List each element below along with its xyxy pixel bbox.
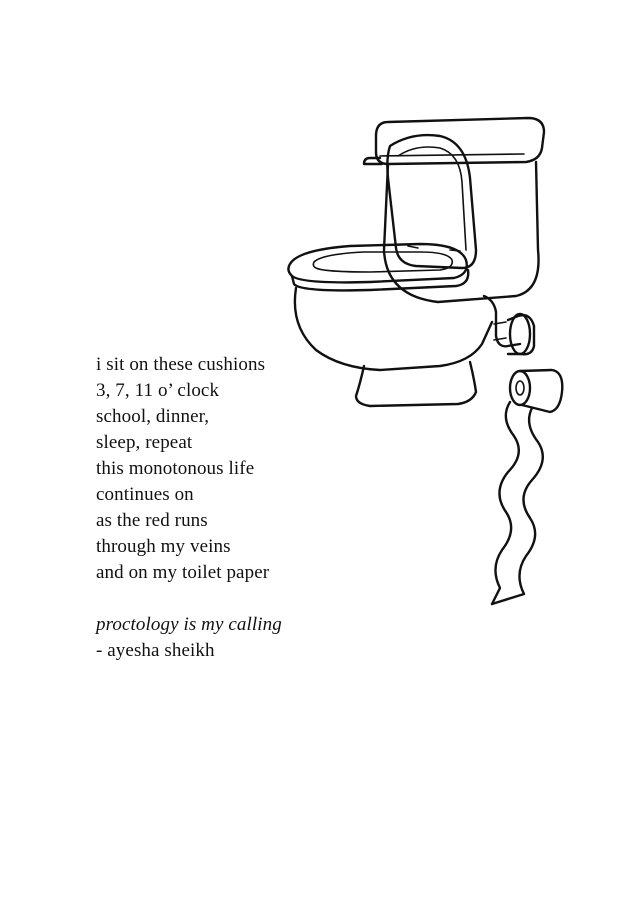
poem-line-5: this monotonous life (96, 458, 255, 479)
poem-line-2: 3, 7, 11 o’ clock (96, 380, 220, 401)
poem-line-1: i sit on these cushions (96, 354, 266, 375)
poem-line-9: and on my toilet paper (96, 562, 270, 583)
poem-line-4: sleep, repeat (96, 432, 193, 453)
poem-block (96, 352, 282, 664)
toilet-bowl-icon (295, 288, 534, 406)
toilet-paper-roll-icon (492, 370, 562, 604)
poem-line-8: through my veins (96, 536, 231, 557)
toilet-drawing-svg (270, 100, 590, 610)
poem-line-7: as the red runs (96, 510, 208, 531)
poem-title-line: proctology is my calling (96, 614, 282, 635)
poem-author-line: - ayesha sheikh (96, 640, 215, 661)
toilet-illustration (270, 100, 590, 610)
stanza-gap (96, 586, 282, 612)
poem-line-6: continues on (96, 484, 194, 505)
poem-line-3: school, dinner, (96, 406, 210, 427)
